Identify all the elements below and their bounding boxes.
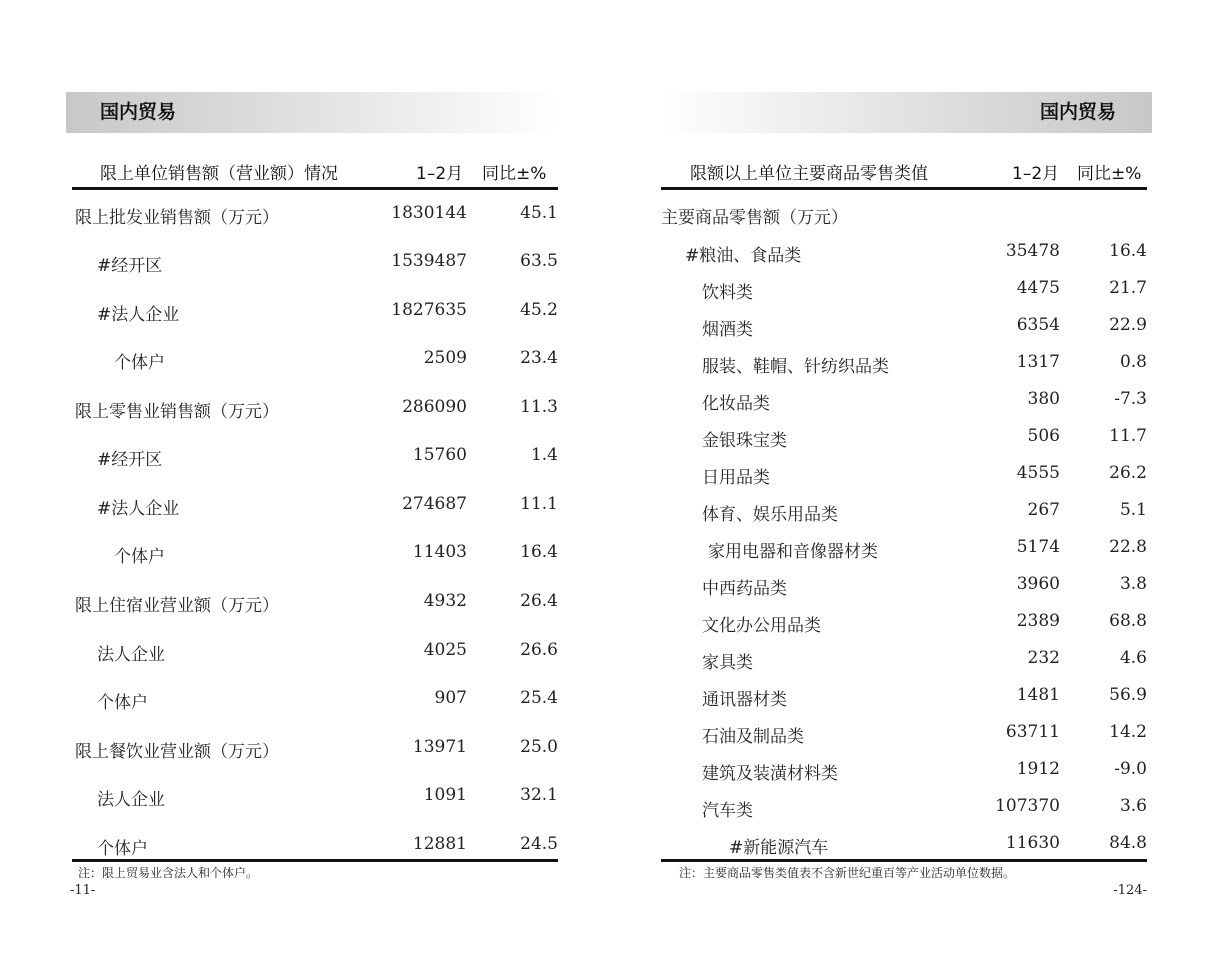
row-label: 文化办公用品类	[702, 616, 821, 636]
row-yoy: 3.8	[1119, 574, 1147, 594]
row-value: 506	[1027, 426, 1060, 446]
row-yoy: 26.6	[520, 640, 558, 660]
row-value: 4025	[423, 640, 467, 660]
row-label: #法人企业	[97, 499, 180, 519]
row-label: 日用品类	[702, 468, 770, 488]
table-row	[0, 688, 609, 712]
row-yoy: 11.7	[1109, 426, 1147, 446]
row-yoy: 11.1	[520, 494, 558, 514]
row-yoy: 16.4	[520, 542, 558, 562]
table-row	[609, 574, 1218, 598]
row-value: 11630	[1005, 833, 1060, 853]
row-value: 1317	[1016, 352, 1060, 372]
row-value: 107370	[995, 796, 1060, 816]
row-value: 15760	[412, 445, 467, 465]
table-row	[0, 640, 609, 664]
row-label: 中西药品类	[702, 579, 787, 599]
row-yoy: 63.5	[520, 251, 558, 271]
row-value: 267	[1027, 500, 1060, 520]
table-row	[609, 722, 1218, 746]
row-label: 限上批发业销售额（万元）	[75, 208, 279, 228]
row-label: 家具类	[702, 653, 753, 673]
row-label: 法人企业	[97, 790, 165, 810]
page-number: -11-	[70, 883, 96, 898]
row-label: #粮油、食品类	[685, 246, 802, 266]
row-label: 主要商品零售额（万元）	[661, 208, 848, 228]
row-value: 274687	[402, 494, 467, 514]
row-value: 3960	[1016, 574, 1060, 594]
row-value: 1830144	[391, 203, 467, 223]
row-value: 1091	[423, 785, 467, 805]
row-value: 1481	[1016, 685, 1060, 705]
right-page	[609, 0, 1218, 977]
table-row	[609, 389, 1218, 413]
table-row	[609, 611, 1218, 635]
table-row	[609, 426, 1218, 450]
row-yoy: 1.4	[530, 445, 558, 465]
row-yoy: 3.6	[1119, 796, 1147, 816]
table-header	[661, 153, 1147, 190]
row-yoy: -9.0	[1114, 759, 1147, 779]
row-yoy: 22.9	[1109, 315, 1147, 335]
row-label: 个体户	[114, 547, 165, 567]
row-label: 体育、娱乐用品类	[702, 505, 838, 525]
row-label: 个体户	[114, 353, 165, 373]
row-yoy: 16.4	[1109, 241, 1147, 261]
row-value: 380	[1027, 389, 1060, 409]
row-label: 限上餐饮业营业额（万元）	[75, 742, 279, 762]
row-yoy: 11.3	[520, 397, 558, 417]
table-row	[0, 494, 609, 518]
row-value: 12881	[412, 834, 467, 854]
header-item: 限上单位销售额（营业额）情况	[100, 164, 338, 184]
row-yoy: 24.5	[520, 834, 558, 854]
table-row	[609, 537, 1218, 561]
row-value: 4932	[423, 591, 467, 611]
row-value: 286090	[402, 397, 467, 417]
table-row	[609, 796, 1218, 820]
row-value: 907	[434, 688, 467, 708]
row-value: 63711	[1005, 722, 1060, 742]
table-bottom-rule	[661, 859, 1147, 862]
table-row	[0, 785, 609, 809]
table-row	[0, 591, 609, 615]
row-yoy: -7.3	[1114, 389, 1147, 409]
row-yoy: 68.8	[1109, 611, 1147, 631]
row-yoy: 26.4	[520, 591, 558, 611]
row-yoy: 56.9	[1109, 685, 1147, 705]
table-bottom-rule	[72, 859, 558, 862]
table-row	[609, 241, 1218, 265]
row-value: 232	[1027, 648, 1060, 668]
row-label: 限上零售业销售额（万元）	[75, 402, 279, 422]
table-row	[609, 500, 1218, 524]
footnote: 注：主要商品零售类值表不含新世纪重百等产业活动单位数据。	[679, 866, 1016, 880]
row-value: 11403	[412, 542, 467, 562]
table-row	[0, 300, 609, 324]
table-row	[609, 648, 1218, 672]
row-value: 4475	[1016, 278, 1060, 298]
section-title-band	[661, 92, 1152, 133]
row-yoy: 14.2	[1109, 722, 1147, 742]
table-row	[0, 445, 609, 469]
table-row	[609, 278, 1218, 302]
row-value: 1539487	[391, 251, 467, 271]
row-yoy: 4.6	[1119, 648, 1147, 668]
row-yoy: 45.2	[520, 300, 558, 320]
row-yoy: 22.8	[1109, 537, 1147, 557]
table-row	[609, 352, 1218, 376]
row-yoy: 21.7	[1109, 278, 1147, 298]
row-value: 5174	[1016, 537, 1060, 557]
page-number: -124-	[1113, 883, 1147, 898]
row-value: 4555	[1016, 463, 1060, 483]
table-row	[609, 833, 1218, 857]
row-yoy: 25.4	[520, 688, 558, 708]
row-label: 饮料类	[702, 283, 753, 303]
row-value: 1827635	[391, 300, 467, 320]
section-title: 国内贸易	[1039, 101, 1116, 123]
table-row	[0, 203, 609, 227]
row-yoy: 45.1	[520, 203, 558, 223]
row-label: 法人企业	[97, 645, 165, 665]
row-yoy: 26.2	[1109, 463, 1147, 483]
table-header	[72, 153, 558, 190]
table-row	[609, 315, 1218, 339]
header-period: 1–2月	[1012, 164, 1060, 184]
row-value: 2389	[1016, 611, 1060, 631]
row-label: 服装、鞋帽、针纺织品类	[702, 357, 889, 377]
table-row	[609, 685, 1218, 709]
row-value: 13971	[412, 737, 467, 757]
row-yoy: 5.1	[1119, 500, 1147, 520]
row-label: 建筑及装潢材料类	[702, 764, 838, 784]
row-yoy: 84.8	[1109, 833, 1147, 853]
row-value: 35478	[1005, 241, 1060, 261]
row-label: 烟酒类	[702, 320, 753, 340]
row-label: #新能源汽车	[729, 838, 829, 858]
table-row	[0, 348, 609, 372]
footnote: 注：限上贸易业含法人和个体户。	[78, 866, 259, 880]
table-row	[609, 463, 1218, 487]
table-row	[0, 737, 609, 761]
row-label: #经开区	[97, 450, 163, 470]
row-label: 化妆品类	[702, 394, 770, 414]
header-item: 限额以上单位主要商品零售类值	[690, 164, 928, 184]
table-row	[0, 542, 609, 566]
row-label: 石油及制品类	[702, 727, 804, 747]
section-title: 国内贸易	[100, 101, 177, 123]
row-value: 6354	[1016, 315, 1060, 335]
row-label: 限上住宿业营业额（万元）	[75, 596, 279, 616]
row-value: 2509	[423, 348, 467, 368]
row-yoy: 32.1	[520, 785, 558, 805]
row-label: 金银珠宝类	[702, 431, 787, 451]
row-label: 通讯器材类	[702, 690, 787, 710]
row-label: 家用电器和音像器材类	[708, 542, 878, 562]
row-yoy: 23.4	[520, 348, 558, 368]
header-period: 1–2月	[416, 164, 464, 184]
table-row	[0, 397, 609, 421]
section-title-band	[66, 92, 558, 133]
row-label: 汽车类	[702, 801, 753, 821]
row-label: 个体户	[97, 839, 148, 859]
table-row	[0, 834, 609, 858]
table-row	[609, 203, 1218, 227]
row-value: 1912	[1016, 759, 1060, 779]
row-label: #经开区	[97, 256, 163, 276]
row-label: #法人企业	[97, 305, 180, 325]
table-row	[609, 759, 1218, 783]
row-yoy: 0.8	[1119, 352, 1147, 372]
row-label: 个体户	[97, 693, 148, 713]
header-yoy: 同比±%	[1077, 164, 1142, 184]
row-yoy: 25.0	[520, 737, 558, 757]
header-yoy: 同比±%	[482, 164, 547, 184]
table-row	[0, 251, 609, 275]
